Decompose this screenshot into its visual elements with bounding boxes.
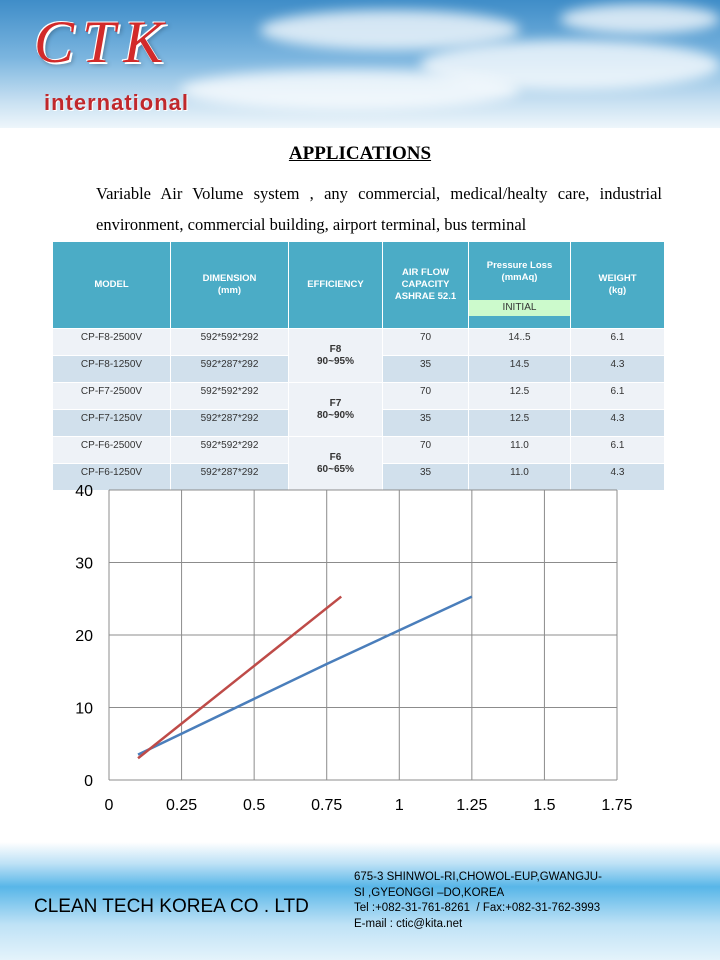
address-line-2: SI ,GYEONGGI –DO,KOREA: [354, 886, 505, 899]
y-tick-label: 20: [75, 628, 93, 645]
table-row: [53, 437, 665, 464]
x-tick-label: 0.25: [166, 797, 198, 814]
x-tick-label: 0: [104, 797, 114, 814]
cell-airflow: 35: [383, 410, 469, 437]
table-row: [53, 329, 665, 356]
cell-dimension: 592*287*292: [171, 410, 289, 437]
header-pressure-initial: INITIAL: [469, 300, 570, 316]
cell-pressure: 12.5: [469, 383, 571, 410]
cell-weight: 4.3: [571, 464, 665, 491]
cell-airflow: 70: [383, 383, 469, 410]
x-tick-label: 1.25: [456, 797, 488, 814]
header-model: MODEL: [53, 242, 171, 329]
cell-weight: 6.1: [571, 383, 665, 410]
cell-weight: 6.1: [571, 329, 665, 356]
description: Variable Air Volume system , any commercial, medical/healty care, industrial environment, commercial building, airport terminal, bus terminal: [96, 184, 662, 234]
cell-airflow: 70: [383, 329, 469, 356]
cell-model: CP-F8-2500V: [53, 329, 171, 356]
cell-dimension: 592*592*292: [171, 437, 289, 464]
cell-pressure: 14..5: [469, 329, 571, 356]
cell-efficiency: F7 80~90%: [289, 383, 383, 437]
y-tick-label: 10: [75, 700, 93, 718]
header-airflow: AIR FLOW CAPACITY ASHRAE 52.1: [383, 242, 469, 329]
header-dimension: DIMENSION (mm): [171, 242, 289, 329]
cell-dimension: 592*287*292: [171, 464, 289, 491]
cell-airflow: 35: [383, 356, 469, 383]
cell-model: CP-F7-2500V: [53, 383, 171, 410]
email: E-mail : ctic@kita.net: [354, 917, 463, 930]
header-weight: WEIGHT (kg): [571, 242, 665, 329]
cell-efficiency: F8 90~95%: [289, 329, 383, 383]
header-pressure: Pressure Loss (mmAq) INITIAL: [469, 242, 571, 329]
y-tick-label: 30: [75, 555, 93, 573]
x-tick-label: 0.5: [243, 797, 266, 814]
series-line: [138, 597, 341, 759]
header-efficiency: EFFICIENCY: [289, 242, 383, 329]
cell-dimension: 592*592*292: [171, 329, 289, 356]
logo: CTK: [34, 9, 172, 75]
company-name: CLEAN TECH KOREA CO . LTD: [34, 896, 309, 917]
cell-weight: 6.1: [571, 437, 665, 464]
cell-pressure: 14.5: [469, 356, 571, 383]
cell-model: CP-F6-1250V: [53, 464, 171, 491]
cell-airflow: 70: [383, 437, 469, 464]
cell-airflow: 35: [383, 464, 469, 491]
logo-subtitle: international: [44, 90, 190, 115]
cell-model: CP-F8-1250V: [53, 356, 171, 383]
cell-pressure: 12.5: [469, 410, 571, 437]
pressure-chart: [0, 478, 720, 818]
x-tick-label: 1.75: [601, 797, 633, 814]
cell-weight: 4.3: [571, 410, 665, 437]
cell-pressure: 11.0: [469, 437, 571, 464]
x-tick-label: 1.5: [533, 797, 556, 814]
series-line: [138, 597, 472, 755]
table-row: [53, 383, 665, 410]
cell-weight: 4.3: [571, 356, 665, 383]
y-tick-label: 0: [84, 773, 93, 790]
x-tick-label: 1: [394, 797, 404, 814]
contact-block: [354, 870, 644, 932]
spec-table: [52, 241, 665, 491]
cell-dimension: 592*287*292: [171, 356, 289, 383]
x-tick-label: 0.75: [311, 797, 343, 814]
address-line-1: 675-3 SHINWOL-RI,CHOWOL-EUP,GWANGJU-: [354, 871, 602, 883]
header-banner: [0, 0, 720, 128]
page-title: APPLICATIONS: [288, 143, 432, 164]
cell-pressure: 11.0: [469, 464, 571, 491]
cell-model: CP-F6-2500V: [53, 437, 171, 464]
y-tick-label: 40: [75, 483, 93, 500]
cell-model: CP-F7-1250V: [53, 410, 171, 437]
tel-fax: Tel :+082-31-761-8261 / Fax:+082-31-762-3993: [354, 902, 601, 914]
cell-dimension: 592*592*292: [171, 383, 289, 410]
cell-efficiency: F6 60~65%: [289, 437, 383, 491]
